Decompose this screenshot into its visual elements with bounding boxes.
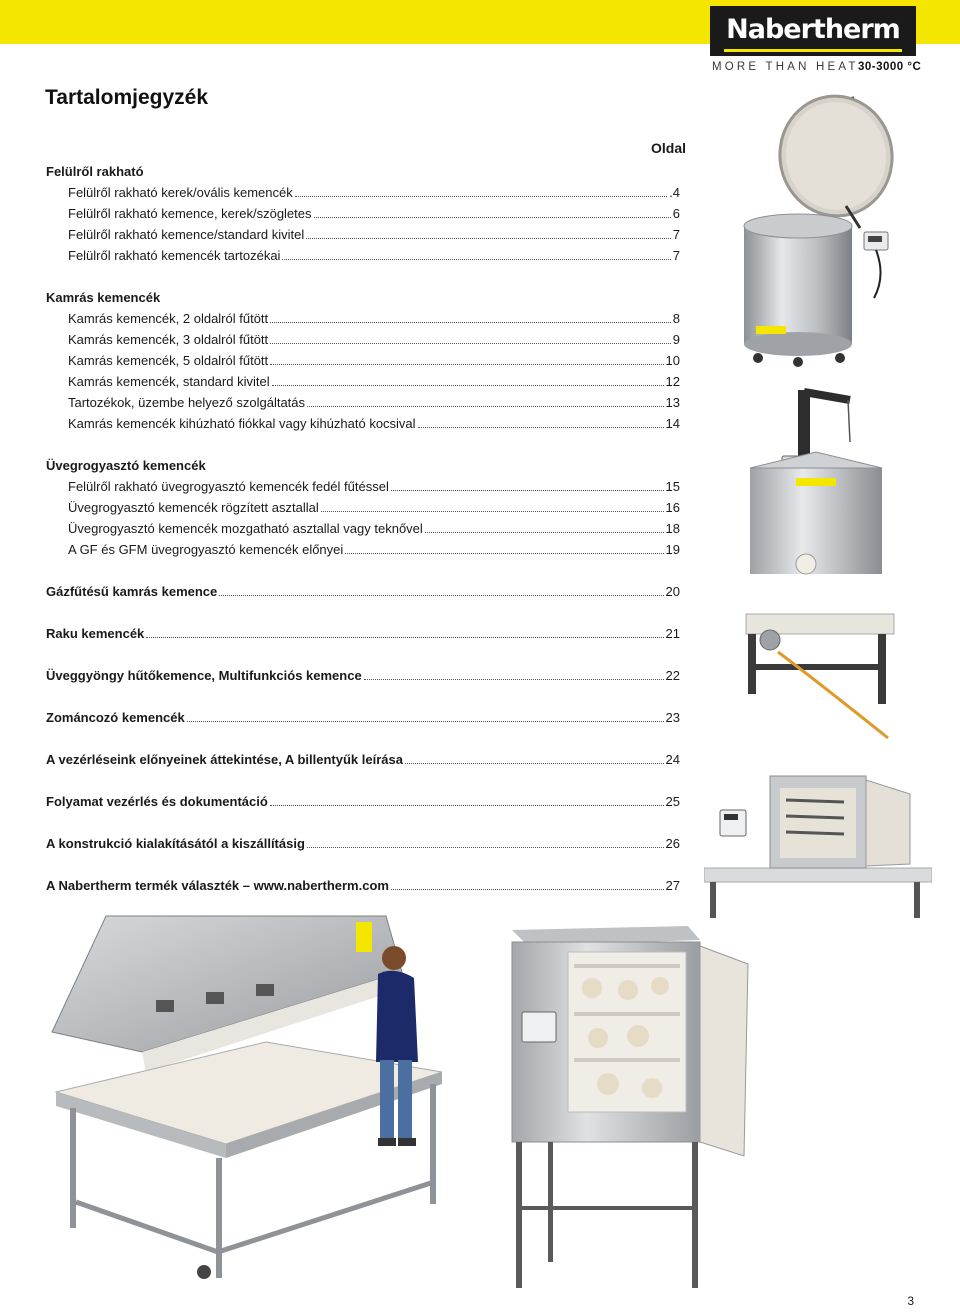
dot-leader xyxy=(270,322,671,323)
toc-entry-label: Tartozékok, üzembe helyező szolgáltatás xyxy=(68,395,306,410)
chamber-kiln-photo xyxy=(704,766,932,918)
dot-leader xyxy=(306,238,670,239)
toc-entry-page: 12 xyxy=(665,374,680,389)
toc-entry[interactable] xyxy=(46,392,680,413)
logo-wordmark: Nabertherm xyxy=(726,14,900,45)
toc-entry-page: 22 xyxy=(665,668,680,683)
dot-leader xyxy=(321,511,664,512)
toc-entry[interactable] xyxy=(46,245,680,266)
toc-entry[interactable] xyxy=(46,203,680,224)
dot-leader xyxy=(282,259,670,260)
toc-entry-label: Felülről rakható kemence/standard kivitel xyxy=(68,227,305,242)
toc-entry-page: 19 xyxy=(665,542,680,557)
section-heading: Felülről rakható xyxy=(46,164,144,179)
dot-leader xyxy=(345,553,663,554)
dot-leader xyxy=(364,679,664,680)
brand-logo[interactable] xyxy=(710,6,916,56)
toc-entry[interactable] xyxy=(46,623,680,644)
toc-entry-label: Üvegrogyasztó kemencék mozgatható asztallal vagy teknővel xyxy=(68,521,423,536)
toc-entry-label: Gázfűtésű kamrás kemence xyxy=(46,584,218,599)
toc-entry-label: Felülről rakható kerek/ovális kemencék xyxy=(68,185,293,200)
dot-leader xyxy=(219,595,663,596)
toc-entry-page: 18 xyxy=(665,521,680,536)
section-heading: Kamrás kemencék xyxy=(46,290,161,305)
toc-entry-page: 25 xyxy=(665,794,680,809)
toc-entry[interactable] xyxy=(46,350,680,371)
toc-entry-label: Kamrás kemencék, 5 oldalról fűtött xyxy=(68,353,269,368)
toc-entry-label: Kamrás kemencék kihúzható fiókkal vagy kihúzható kocsival xyxy=(68,416,416,431)
toc-entry-label: Kamrás kemencék, 2 oldalról fűtött xyxy=(68,311,269,326)
toc-entry-label: A konstrukció kialakításától a kiszállításig xyxy=(46,836,305,851)
toc-entry-label: Raku kemencék xyxy=(46,626,145,641)
toc-entry-label: Folyamat vezérlés és dokumentáció xyxy=(46,794,268,809)
toc-entry[interactable] xyxy=(46,413,680,434)
toc-entry[interactable] xyxy=(46,497,680,518)
toc-entry-page: 14 xyxy=(665,416,680,431)
dot-leader xyxy=(146,637,663,638)
toc-entry[interactable] xyxy=(46,224,680,245)
toc-entry-page: 20 xyxy=(665,584,680,599)
dot-leader xyxy=(270,364,663,365)
dot-leader xyxy=(270,343,671,344)
toc-entry[interactable] xyxy=(46,371,680,392)
toc-entry-page: 7 xyxy=(672,248,680,263)
dot-leader xyxy=(405,763,664,764)
toc-entry[interactable] xyxy=(46,518,680,539)
dot-leader xyxy=(418,427,664,428)
raku-kiln-photo xyxy=(738,382,898,742)
toc-entry-page: 16 xyxy=(665,500,680,515)
dot-leader xyxy=(307,406,664,407)
page-title: Tartalomjegyzék xyxy=(45,86,209,109)
toc-entry[interactable] xyxy=(46,329,680,350)
toc-entry-page: 9 xyxy=(672,332,680,347)
dot-leader xyxy=(307,847,664,848)
toc-entry-label: A GF és GFM üvegrogyasztó kemencék előnyei xyxy=(68,542,344,557)
toc-entry-label: Felülről rakható kemence, kerek/szögletes xyxy=(68,206,312,221)
toc-entry[interactable] xyxy=(46,875,680,896)
toc-entry-page: 24 xyxy=(665,752,680,767)
toc-entry[interactable] xyxy=(46,476,680,497)
toc-entry-label: A vezérléseink előnyeinek áttekintése, A billentyűk leírása xyxy=(46,752,403,767)
toc-entry-page: 23 xyxy=(665,710,680,725)
glass-fusing-kiln-photo xyxy=(46,912,470,1288)
brand-tagline: MORE THAN HEAT xyxy=(712,61,859,73)
toc-entry[interactable] xyxy=(46,833,680,854)
section-heading: Üvegrogyasztó kemencék xyxy=(46,458,206,473)
toc-entry-label: Üveggyöngy hűtőkemence, Multifunkciós kemence xyxy=(46,668,362,683)
toc-entry-page: 21 xyxy=(665,626,680,641)
toc-entry-page: 26 xyxy=(665,836,680,851)
front-loading-kiln-photo xyxy=(508,916,754,1300)
toc-entry-page: 13 xyxy=(665,395,680,410)
dot-leader xyxy=(295,196,667,197)
dot-leader xyxy=(270,805,664,806)
logo-underline xyxy=(724,49,902,52)
toc-entry-page: 6 xyxy=(672,206,680,221)
toc-entry[interactable] xyxy=(46,749,680,770)
page-number: 3 xyxy=(907,1294,914,1308)
dot-leader xyxy=(425,532,664,533)
toc-entry-page: 15 xyxy=(665,479,680,494)
toc-entry[interactable] xyxy=(46,791,680,812)
toc-entry-page: 8 xyxy=(672,311,680,326)
toc-entry-label: Felülről rakható üvegrogyasztó kemencék fedél fűtéssel xyxy=(68,479,389,494)
toc-entry-page: 27 xyxy=(665,878,680,893)
toc-entry-page: .4 xyxy=(669,185,680,200)
toc-entry-label: Üvegrogyasztó kemencék rögzített asztallal xyxy=(68,500,319,515)
dot-leader xyxy=(272,385,664,386)
toc-entry-label: Felülről rakható kemencék tartozékai xyxy=(68,248,281,263)
toc-entry[interactable] xyxy=(46,707,680,728)
dot-leader xyxy=(391,490,664,491)
dot-leader xyxy=(391,889,664,890)
toc-entry-page: 7 xyxy=(672,227,680,242)
dot-leader xyxy=(187,721,664,722)
table-of-contents xyxy=(46,161,680,896)
dot-leader xyxy=(314,217,671,218)
top-loading-round-kiln-photo xyxy=(736,86,912,372)
toc-entry-label: Kamrás kemencék, standard kivitel xyxy=(68,374,270,389)
toc-entry-label: Zománcozó kemencék xyxy=(46,710,185,725)
toc-entry[interactable] xyxy=(46,539,680,560)
toc-entry[interactable] xyxy=(46,182,680,203)
toc-entry[interactable] xyxy=(46,581,680,602)
toc-entry[interactable] xyxy=(46,665,680,686)
toc-entry-label: Kamrás kemencék, 3 oldalról fűtött xyxy=(68,332,269,347)
toc-entry-page: 10 xyxy=(665,353,680,368)
toc-entry[interactable] xyxy=(46,308,680,329)
temperature-range: 30-3000 °C xyxy=(858,61,922,73)
toc-entry-label: A Nabertherm termék választék – www.nabertherm.com xyxy=(46,878,389,893)
page-column-header: Oldal xyxy=(650,140,686,156)
